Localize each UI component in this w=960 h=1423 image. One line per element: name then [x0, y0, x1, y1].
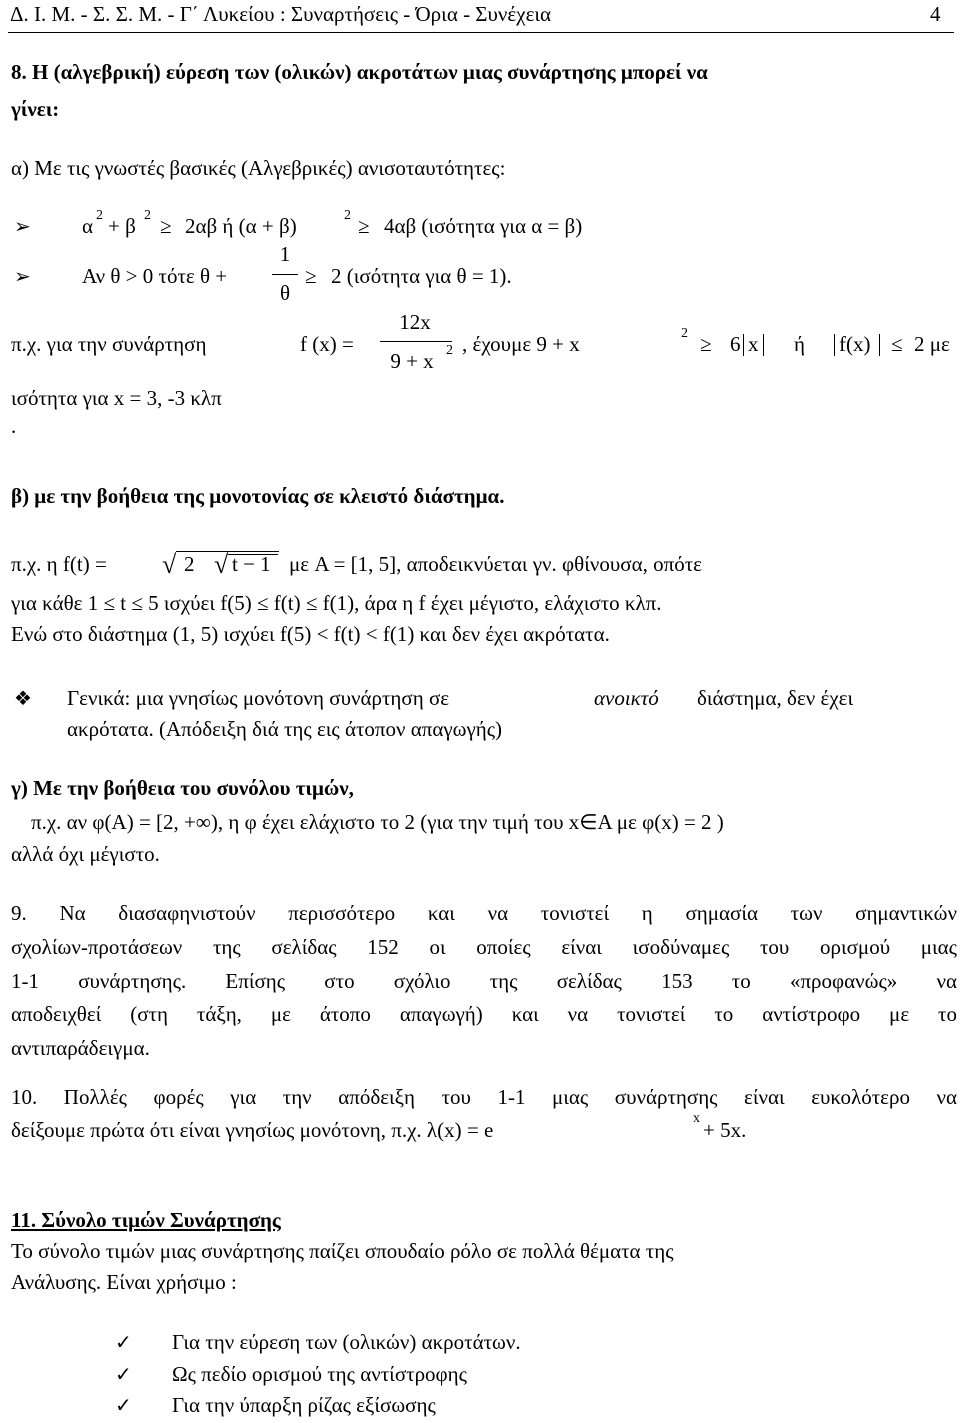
- ineq1-alpha: α: [82, 214, 94, 238]
- s9-line-4: αποδειχθεί (στη τάξη, με άτοπο απαγωγή) και να τονιστεί το αντίστροφο με το: [11, 1002, 957, 1026]
- check-icon: ✓: [115, 1362, 132, 1386]
- frac-den: 9 + x: [390, 349, 434, 373]
- b-example-end: με A = [1, 5], αποδεικνύεται γν. φθίνουσα, οπότε: [289, 552, 702, 576]
- example-f: f (x) =: [300, 332, 354, 356]
- sqrt-icon: √: [162, 550, 177, 579]
- abs-bar: [834, 334, 835, 356]
- stray-dot: .: [11, 414, 17, 438]
- ineq1-sq2: 2: [144, 208, 151, 223]
- s11-title: 11. Σύνολο τιμών Συνάρτησης: [11, 1208, 281, 1232]
- note-line-2: ακρότατα. (Απόδειξη διά της εις άτοπον απαγωγής): [67, 717, 503, 741]
- example-text: π.χ. για την συνάρτηση: [11, 332, 207, 356]
- b-line-3: Ενώ στο διάστημα (1, 5) ισχύει f(5) < f(t) < f(1) και δεν έχει ακρότατα.: [11, 622, 610, 646]
- geq-symbol: ≥: [358, 214, 370, 238]
- check-icon: ✓: [115, 1330, 132, 1354]
- ineq1-beta: + β: [108, 214, 136, 238]
- geq-symbol: ≥: [305, 264, 317, 288]
- example-x: x: [748, 332, 759, 356]
- example-equality: ισότητα για x = 3, -3 κλπ: [11, 386, 222, 410]
- check-icon: ✓: [115, 1393, 132, 1417]
- leq-symbol: ≤: [891, 332, 903, 356]
- geq-symbol: ≥: [160, 214, 172, 238]
- example-have: , έχουμε 9 + x: [462, 332, 580, 356]
- frac-bar: [272, 274, 298, 275]
- ineq1-sq3: 2: [344, 208, 351, 223]
- s8-a-heading: α) Με τις γνωστές βασικές (Αλγεβρικές) ανισοταυτότητες:: [11, 156, 506, 180]
- abs-bar: [763, 334, 764, 356]
- frac-num: 12x: [399, 310, 431, 334]
- s10-line-2b: + 5x.: [703, 1118, 747, 1142]
- s8-title: 8. Η (αλγεβρική) εύρεση των (ολικών) ακροτάτων μιας συνάρτησης μπορεί να: [11, 60, 708, 84]
- exp-sup: x: [693, 1111, 700, 1126]
- ineq1-rhs: 2αβ ή (α + β): [185, 214, 297, 238]
- s9-line-5: αντιπαράδειγμα.: [11, 1036, 150, 1060]
- s11-line-1: Το σύνολο τιμών μιας συνάρτησης παίζει σπουδαίο ρόλο σε πολλά θέματα της: [11, 1239, 674, 1263]
- frac-den: θ: [279, 281, 291, 305]
- frac-num: 1: [279, 242, 291, 266]
- note-end: διάστημα, δεν έχει: [697, 686, 854, 710]
- header-rule: [8, 32, 954, 33]
- ex-sq: 2: [681, 326, 688, 341]
- s8-b-heading: β) με την βοήθεια της μονοτονίας σε κλειστό διάστημα.: [11, 484, 505, 508]
- s9-line-2: σχολίων-προτάσεων της σελίδας 152 οι οποίες είναι ισοδύναμες του ορισμού μιας: [11, 935, 957, 959]
- note-start: Γενικά: μια γνησίως μονότονη συνάρτηση σε: [67, 686, 450, 710]
- frac-den-sq: 2: [446, 343, 453, 358]
- sqrt-inner: t − 1: [232, 552, 271, 576]
- page-number: 4: [930, 2, 941, 26]
- s11-line-2: Ανάλυσης. Είναι χρήσιμο :: [11, 1270, 237, 1294]
- s9-line-3: 1-1 συνάρτησης. Επίσης στο σχόλιο της σελίδας 153 το «προφανώς» να: [11, 969, 957, 993]
- arrow-bullet-icon: ➢: [14, 264, 31, 288]
- ineq2-rhs: 2 (ισότητα για θ = 1).: [331, 264, 512, 288]
- abs-bar: [743, 334, 744, 356]
- running-header: Δ. Ι. Μ. - Σ. Σ. Μ. - Γ΄ Λυκείου : Συναρτήσεις - Όρια - Συνέχεια: [10, 2, 552, 26]
- example-or: ή: [794, 332, 805, 356]
- sqrt-icon: √: [214, 550, 229, 579]
- note-italic: ανοικτό: [594, 686, 659, 710]
- frac-bar: [380, 341, 452, 342]
- ineq1-equality: 4αβ (ισότητα για α = β): [384, 214, 583, 238]
- s11-item: Για την ύπαρξη ρίζας εξίσωσης: [172, 1393, 436, 1417]
- c-line-2: αλλά όχι μέγιστο.: [11, 842, 160, 866]
- abs-bar: [879, 334, 880, 356]
- s10-line-1: 10. Πολλές φορές για την απόδειξη του 1-1 μιας συνάρτησης είναι ευκολότερο να: [11, 1085, 957, 1109]
- arrow-bullet-icon: ➢: [14, 214, 31, 238]
- c-line-1: π.χ. αν φ(A) = [2, +∞), η φ έχει ελάχιστο το 2 (για την τιμή του x∈A με φ(x) = 2 ): [31, 810, 724, 834]
- diamond-bullet-icon: ❖: [14, 686, 32, 710]
- s11-item: Για την εύρεση των (ολικών) ακροτάτων.: [172, 1330, 521, 1354]
- example-fx: f(x): [839, 332, 871, 356]
- example-tail: 2 με: [914, 332, 950, 356]
- b-example-start: π.χ. η f(t) =: [11, 552, 107, 576]
- s10-line-2a: δείξουμε πρώτα ότι είναι γνησίως μονότονη, π.χ. λ(x) = e: [11, 1118, 494, 1142]
- geq-symbol: ≥: [700, 332, 712, 356]
- ineq2-lhs: Αν θ > 0 τότε θ +: [82, 264, 228, 288]
- example-six: 6: [730, 332, 741, 356]
- s8-title-cont: γίνει:: [11, 97, 60, 121]
- ineq1-sq: 2: [96, 208, 103, 223]
- sqrt-two: 2: [184, 552, 195, 576]
- s11-item: Ως πεδίο ορισμού της αντίστροφης: [172, 1362, 467, 1386]
- s9-line-1: 9. Να διασαφηνιστούν περισσότερο και να τονιστεί η σημασία των σημαντικών: [11, 901, 957, 925]
- b-line-2: για κάθε 1 ≤ t ≤ 5 ισχύει f(5) ≤ f(t) ≤ f(1), άρα η f έχει μέγιστο, ελάχιστο κλπ.: [11, 591, 662, 615]
- s8-c-heading: γ) Με την βοήθεια του συνόλου τιμών,: [11, 776, 354, 800]
